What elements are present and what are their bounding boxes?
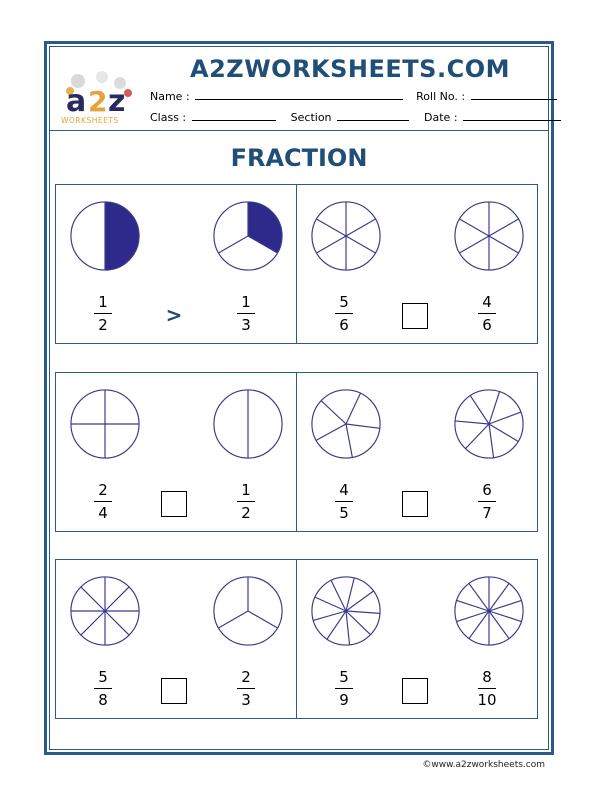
- right-pie-chart: [452, 574, 526, 648]
- slice-divider: [459, 236, 489, 253]
- slice-divider: [489, 583, 509, 611]
- fraction-bar: [478, 688, 496, 689]
- slice-divider: [465, 424, 489, 449]
- right-fraction: [475, 668, 499, 710]
- denominator: 9: [339, 691, 349, 709]
- denominator: 7: [482, 504, 492, 522]
- comparison-answer-box[interactable]: >: [165, 303, 183, 327]
- name-roll-row: [150, 89, 557, 103]
- fraction-bar: [237, 688, 255, 689]
- left-fraction: [91, 668, 115, 710]
- slice-divider: [105, 587, 129, 611]
- svg-text:WORKSHEETS: WORKSHEETS: [61, 116, 119, 125]
- slice-divider: [315, 597, 346, 611]
- slice-divider: [489, 424, 518, 441]
- fraction-bar: [335, 688, 353, 689]
- right-pie-chart: [211, 574, 285, 648]
- left-pie-chart: [68, 387, 142, 461]
- right-pie-chart: [211, 387, 285, 461]
- slice-divider: [455, 421, 489, 424]
- slice-divider: [469, 611, 489, 639]
- denominator: 10: [477, 691, 497, 709]
- slice-divider: [489, 424, 494, 458]
- slice-divider: [489, 611, 509, 639]
- fraction-problem-6: [296, 559, 538, 719]
- fraction-bar: [94, 501, 112, 502]
- right-pie-chart: [211, 199, 285, 273]
- left-pie-chart: [309, 574, 383, 648]
- numerator: 5: [98, 668, 108, 686]
- numerator: 4: [339, 481, 349, 499]
- fraction-problem-4: [296, 372, 538, 532]
- slice-divider: [489, 219, 519, 236]
- fraction-bar: [478, 501, 496, 502]
- left-pie-chart: [309, 199, 383, 273]
- slice-divider: [346, 219, 376, 236]
- fraction-bar: [237, 313, 255, 314]
- right-fraction: [234, 668, 258, 710]
- left-fraction: [332, 293, 356, 335]
- left-fraction: [91, 481, 115, 523]
- comparison-answer-box[interactable]: [402, 491, 428, 517]
- right-fraction: [475, 481, 499, 523]
- fraction-problem-3: [55, 372, 297, 532]
- class-field[interactable]: [192, 110, 276, 121]
- slice-divider: [457, 611, 489, 622]
- slice-divider: [321, 401, 346, 424]
- left-fraction: [332, 668, 356, 710]
- numerator: 5: [339, 668, 349, 686]
- slice-divider: [316, 236, 346, 253]
- comparison-answer-box[interactable]: [402, 303, 428, 329]
- left-fraction: [332, 481, 356, 523]
- numerator: 8: [482, 668, 492, 686]
- date-field[interactable]: [463, 110, 561, 121]
- site-title: A2ZWORKSHEETS.COM: [190, 55, 510, 83]
- comparison-answer-box[interactable]: [161, 491, 187, 517]
- slice-divider: [457, 600, 489, 611]
- left-pie-chart: [68, 574, 142, 648]
- denominator: 8: [98, 691, 108, 709]
- slice-divider: [489, 412, 521, 424]
- slice-divider: [218, 236, 248, 253]
- slice-divider: [316, 424, 346, 440]
- slice-divider: [346, 236, 376, 253]
- denominator: 3: [241, 691, 251, 709]
- left-pie-chart: [309, 387, 383, 461]
- numerator: 6: [482, 481, 492, 499]
- roll-field[interactable]: [471, 89, 557, 100]
- numerator: 2: [241, 668, 251, 686]
- date-label: Date :: [424, 111, 458, 124]
- slice-divider: [346, 611, 380, 613]
- slice-divider: [469, 583, 489, 611]
- footer-copyright: ©www.a2zworksheets.com: [422, 760, 545, 770]
- denominator: 5: [339, 504, 349, 522]
- name-field[interactable]: [195, 89, 403, 100]
- slice-divider: [459, 219, 489, 236]
- section-label: Section: [290, 111, 332, 124]
- svg-text:2: 2: [88, 85, 108, 118]
- denominator: 6: [339, 316, 349, 334]
- slice-divider: [346, 393, 361, 424]
- numerator: 1: [98, 293, 108, 311]
- slice-divider: [105, 611, 129, 635]
- svg-text:a: a: [66, 84, 87, 119]
- numerator: 5: [339, 293, 349, 311]
- shaded-slice: [105, 202, 139, 270]
- slice-divider: [346, 611, 350, 645]
- right-fraction: [475, 293, 499, 335]
- denominator: 4: [98, 504, 108, 522]
- fraction-bar: [478, 313, 496, 314]
- section-field[interactable]: [337, 110, 409, 121]
- name-label: Name :: [150, 90, 190, 103]
- left-pie-chart: [68, 199, 142, 273]
- fraction-bar: [94, 313, 112, 314]
- right-fraction: [234, 293, 258, 335]
- svg-text:z: z: [108, 84, 126, 119]
- denominator: 3: [241, 316, 251, 334]
- fraction-bar: [94, 688, 112, 689]
- denominator: 6: [482, 316, 492, 334]
- roll-label: Roll No. :: [416, 90, 466, 103]
- slice-divider: [489, 392, 500, 424]
- fraction-bar: [335, 313, 353, 314]
- slice-divider: [81, 611, 105, 635]
- comparison-answer-box[interactable]: [402, 678, 428, 704]
- numerator: 4: [482, 293, 492, 311]
- denominator: 2: [98, 316, 108, 334]
- slice-divider: [489, 611, 521, 622]
- numerator: 2: [98, 481, 108, 499]
- header: [50, 47, 548, 131]
- a2z-logo: [58, 69, 140, 125]
- slice-divider: [81, 587, 105, 611]
- worksheet-inner-border: [49, 46, 549, 750]
- fraction-problem-1: [55, 184, 297, 344]
- comparison-answer-box[interactable]: [161, 678, 187, 704]
- slice-divider: [346, 424, 352, 457]
- slice-divider: [346, 611, 371, 635]
- slice-divider: [218, 611, 248, 628]
- worksheet: [44, 41, 554, 755]
- right-fraction: [234, 481, 258, 523]
- fraction-problem-5: [55, 559, 297, 719]
- fraction-bar: [237, 501, 255, 502]
- class-label: Class :: [150, 111, 187, 124]
- denominator: 2: [241, 504, 251, 522]
- fraction-problem-2: [296, 184, 538, 344]
- slice-divider: [489, 236, 519, 253]
- slice-divider: [331, 580, 346, 611]
- page-title: FRACTION: [230, 144, 368, 172]
- slice-divider: [316, 219, 346, 236]
- slice-divider: [470, 396, 489, 424]
- left-fraction: [91, 293, 115, 335]
- numerator: 1: [241, 293, 251, 311]
- slice-divider: [248, 611, 278, 628]
- numerator: 1: [241, 481, 251, 499]
- slice-divider: [489, 600, 521, 611]
- class-section-date-row: [150, 110, 561, 124]
- slice-divider: [346, 424, 380, 428]
- right-pie-chart: [452, 199, 526, 273]
- right-pie-chart: [452, 387, 526, 461]
- fraction-bar: [335, 501, 353, 502]
